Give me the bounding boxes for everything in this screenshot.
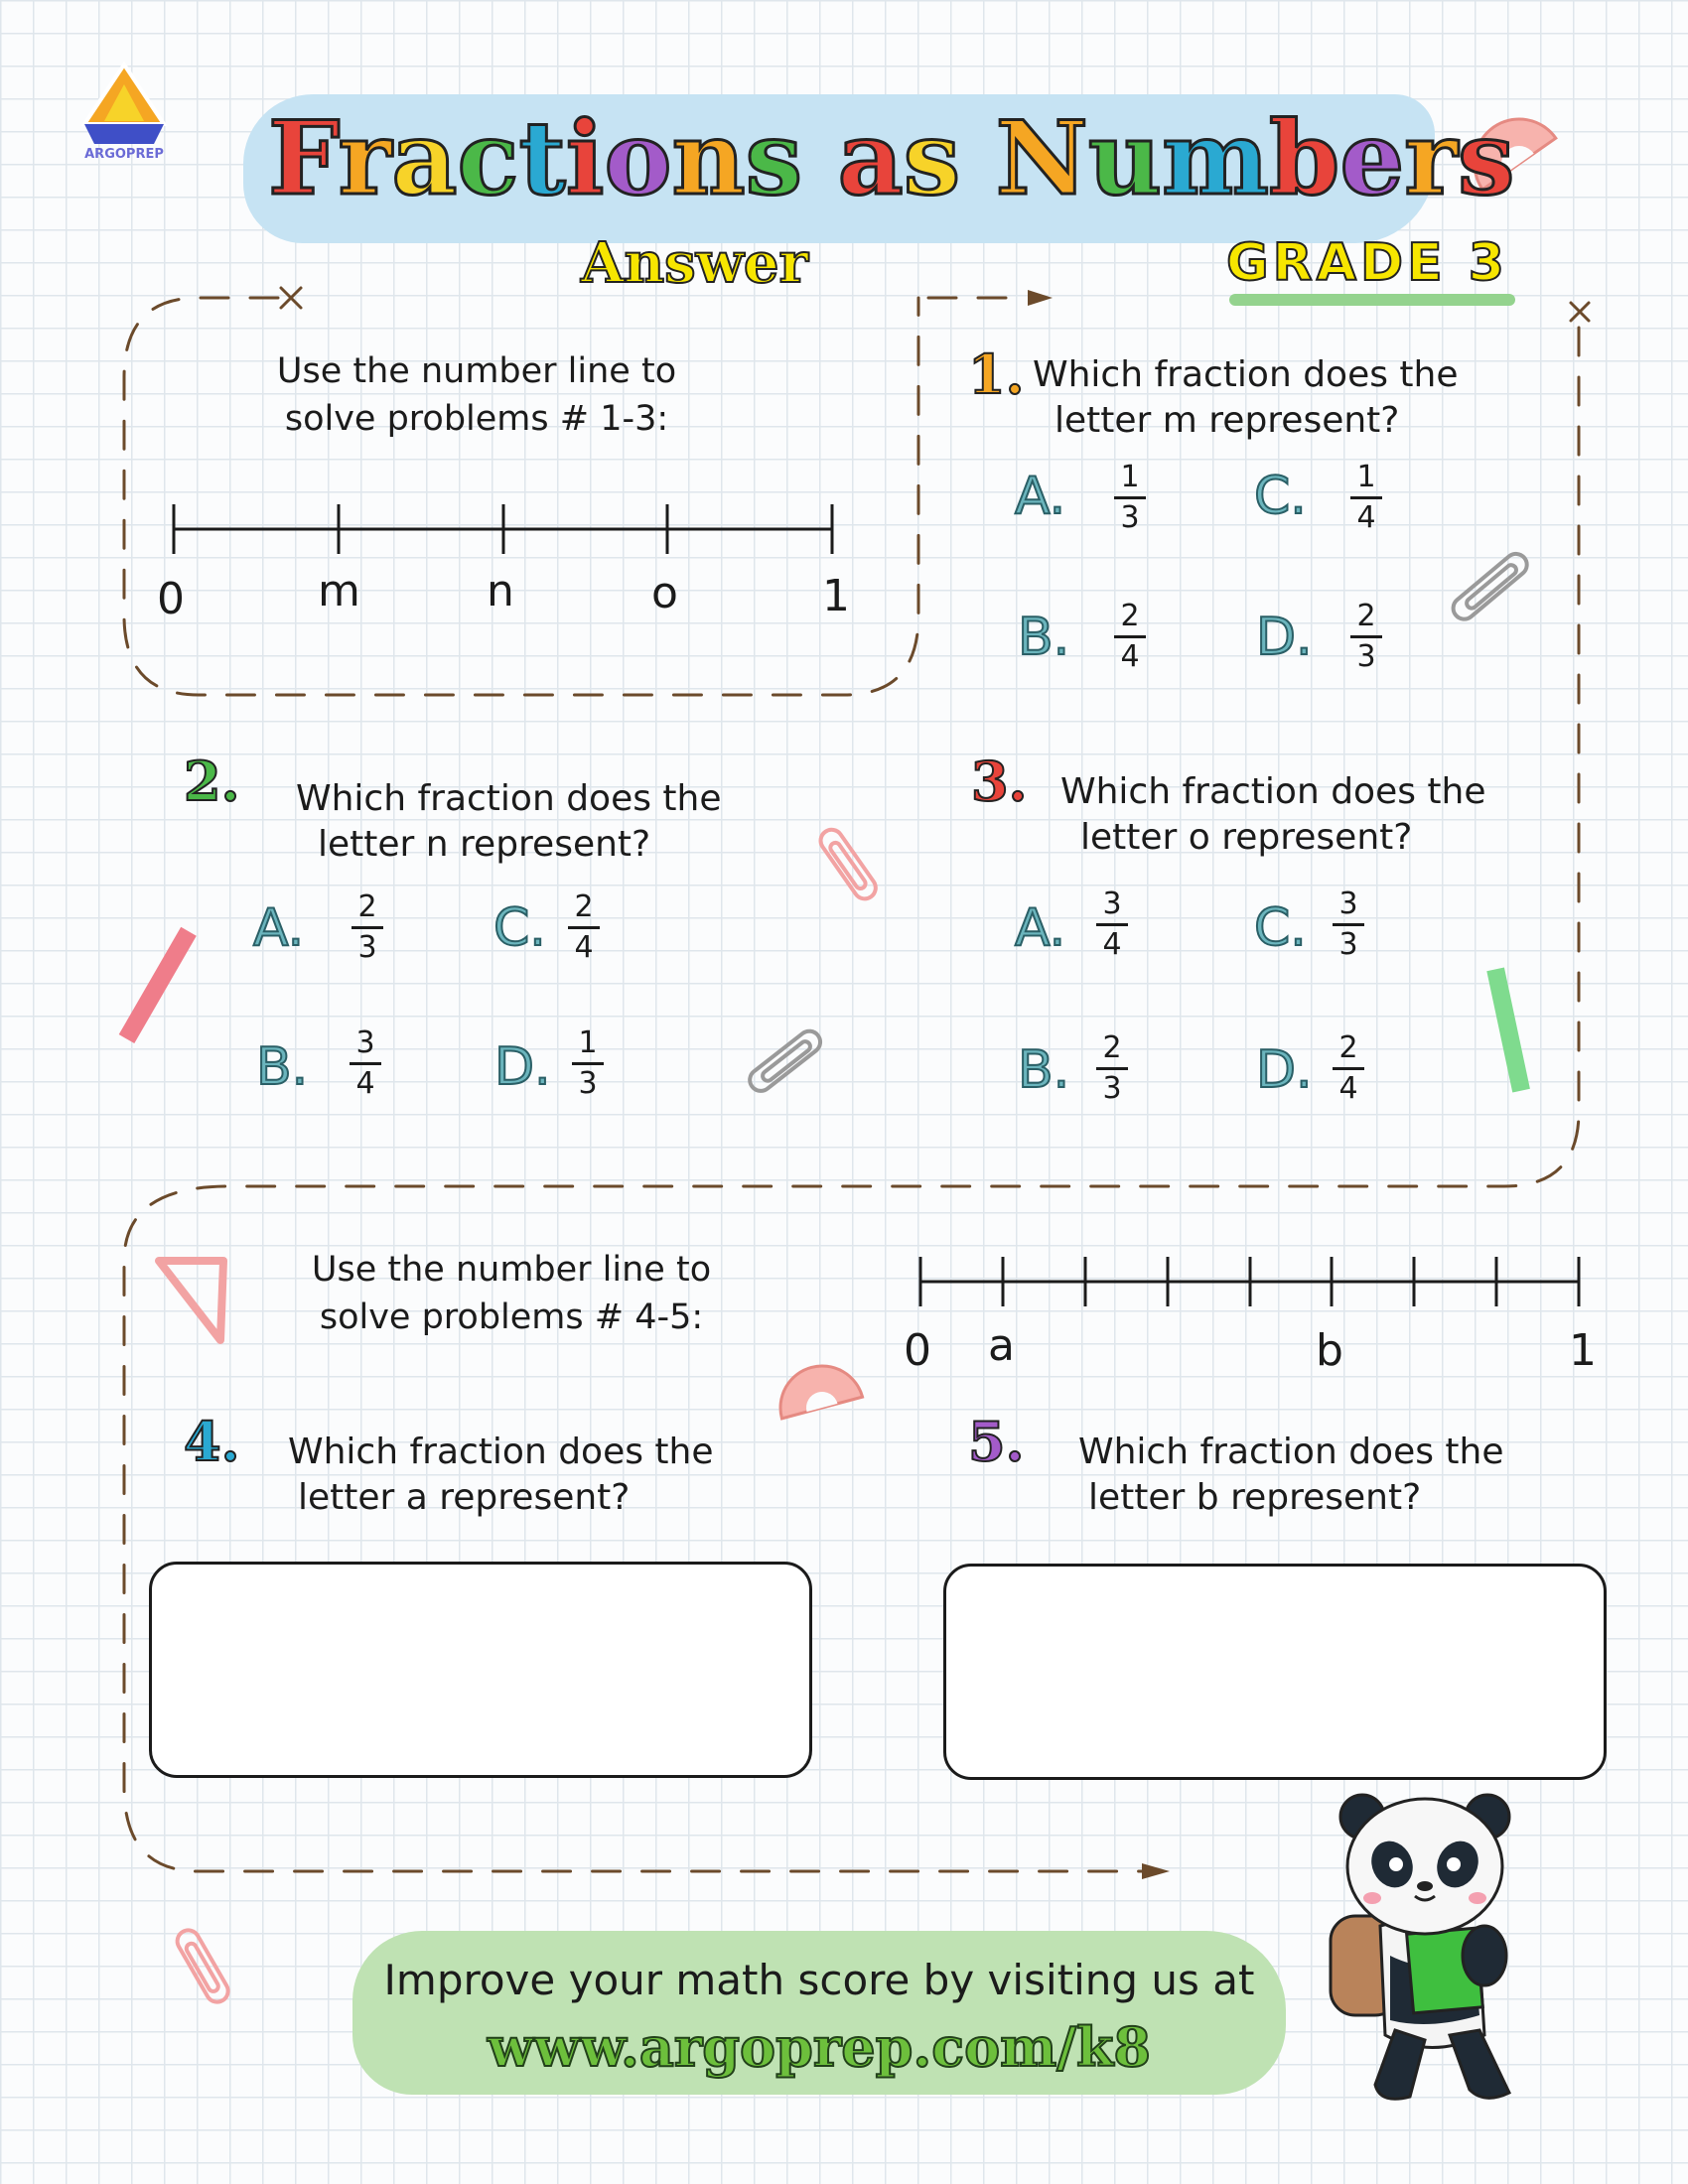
choice-letter[interactable]: B.	[256, 1037, 309, 1097]
choice-fraction[interactable]	[1346, 462, 1386, 534]
choice-letter[interactable]: C.	[1254, 467, 1307, 526]
choice-fraction[interactable]	[568, 1027, 608, 1100]
title-letter: u	[1087, 99, 1163, 218]
choice-fraction[interactable]	[346, 1027, 385, 1100]
choice-fraction[interactable]	[348, 891, 387, 964]
choice-fraction[interactable]	[564, 891, 604, 964]
question-line: Which fraction does the	[296, 778, 722, 819]
paperclip-icon	[816, 825, 880, 902]
choice-letter[interactable]: C.	[493, 898, 546, 958]
title-letter: s	[745, 99, 803, 218]
question-line: Which fraction does the	[288, 1432, 714, 1472]
title-letter: a	[391, 99, 458, 218]
section2-instructions	[243, 1246, 779, 1341]
numerator: 2	[1102, 1030, 1122, 1065]
choice-letter[interactable]: A.	[1015, 467, 1066, 526]
brand-name: ARGOPREP	[84, 147, 164, 162]
denominator: 3	[1102, 1071, 1122, 1106]
denominator: 4	[574, 930, 594, 965]
chalk-icon	[1486, 967, 1530, 1092]
triangle-ruler-icon	[159, 1261, 223, 1340]
title-letter: s	[1458, 99, 1515, 218]
question-line: letter m represent?	[1055, 400, 1400, 441]
numerator: 3	[1338, 887, 1358, 921]
chalk-icon	[119, 927, 197, 1043]
question-3-number: 3.	[971, 750, 1028, 813]
number-line-1	[159, 496, 854, 566]
number-line-label: 1	[822, 571, 850, 621]
title-letter: m	[1162, 99, 1270, 218]
paperclip-icon	[174, 1926, 232, 2005]
title-letter: s	[903, 99, 961, 218]
number-line-2	[904, 1251, 1599, 1320]
question-line: letter b represent?	[1088, 1477, 1422, 1518]
question-line: letter o represent?	[1080, 817, 1413, 858]
question-4-text	[288, 1430, 804, 1521]
number-line-label: b	[1316, 1325, 1343, 1376]
argoprep-logo-icon	[70, 60, 179, 154]
title-letter: N	[995, 99, 1088, 218]
denominator: 4	[1120, 639, 1140, 674]
choice-letter[interactable]: A.	[253, 898, 305, 958]
choice-fraction[interactable]	[1329, 1032, 1368, 1105]
choice-fraction[interactable]	[1092, 888, 1132, 961]
title-letter: i	[565, 99, 605, 218]
footer-text: Improve your math score by visiting us at	[383, 1956, 1255, 2004]
title-letter: e	[1339, 99, 1405, 218]
panda-mascot-icon	[1311, 1787, 1539, 2115]
numerator: 2	[357, 889, 377, 924]
denominator: 4	[1102, 927, 1122, 962]
denominator: 3	[1338, 927, 1358, 962]
choice-fraction[interactable]	[1329, 888, 1368, 961]
choice-letter[interactable]: B.	[1018, 1040, 1070, 1100]
title-letter: r	[1404, 99, 1458, 218]
choice-letter[interactable]: D.	[1256, 608, 1313, 667]
question-1-number: 1.	[968, 342, 1025, 406]
choice-letter[interactable]: D.	[1256, 1040, 1313, 1100]
argoprep-logo	[70, 60, 179, 179]
denominator: 4	[1338, 1071, 1358, 1106]
question-line: letter a represent?	[298, 1477, 631, 1518]
grade-underline	[1229, 294, 1515, 306]
title-letter	[802, 99, 838, 218]
question-5-text	[1078, 1430, 1595, 1521]
numerator: 2	[574, 889, 594, 924]
paperclip-icon	[1449, 549, 1531, 623]
choice-fraction[interactable]	[1092, 1032, 1132, 1105]
answer-label: Answer	[581, 230, 809, 296]
title-letter: F	[268, 99, 339, 218]
instruction-line: solve problems # 1-3:	[284, 399, 669, 439]
question-4-number: 4.	[184, 1410, 240, 1473]
number-line-label: m	[318, 566, 360, 616]
question-1-text	[1033, 352, 1549, 444]
numerator: 3	[355, 1025, 375, 1060]
numerator: 2	[1120, 599, 1140, 633]
question-line: Which fraction does the	[1078, 1432, 1504, 1472]
question-line: Which fraction does the	[1060, 771, 1486, 812]
title-letter: b	[1269, 99, 1340, 218]
denominator: 3	[357, 930, 377, 965]
title-letter: a	[837, 99, 904, 218]
denominator: 4	[1356, 500, 1376, 535]
denominator: 3	[1356, 639, 1376, 674]
page-title	[268, 99, 1515, 218]
title-letter: c	[457, 99, 519, 218]
choice-letter[interactable]: B.	[1018, 608, 1070, 667]
choice-fraction[interactable]	[1346, 601, 1386, 673]
number-line-label: 0	[157, 574, 185, 624]
paperclip-icon	[746, 1026, 825, 1095]
numerator: 3	[1102, 887, 1122, 921]
denominator: 3	[578, 1066, 598, 1101]
question-3-text	[1060, 769, 1577, 861]
number-line-label: 1	[1569, 1325, 1597, 1376]
answer-box-5[interactable]	[943, 1564, 1607, 1780]
section1-instructions	[199, 347, 755, 443]
instruction-line: Use the number line to	[276, 351, 677, 391]
question-line: Which fraction does the	[1033, 354, 1459, 395]
question-5-number: 5.	[968, 1410, 1025, 1473]
number-line-label: n	[487, 566, 514, 616]
answer-box-4[interactable]	[149, 1562, 812, 1778]
question-line: letter n represent?	[318, 824, 651, 865]
numerator: 2	[1356, 599, 1376, 633]
question-2-number: 2.	[184, 750, 240, 813]
number-line-label: o	[651, 568, 678, 618]
denominator: 3	[1120, 500, 1140, 535]
question-2-text	[296, 776, 812, 868]
title-letter: r	[338, 99, 392, 218]
choice-letter[interactable]: D.	[494, 1037, 551, 1097]
number-line-label: 0	[904, 1325, 931, 1376]
choice-fraction[interactable]	[1110, 601, 1150, 673]
choice-letter[interactable]: A.	[1015, 898, 1066, 958]
numerator: 1	[578, 1025, 598, 1060]
title-letter	[960, 99, 996, 218]
number-line-label: a	[988, 1320, 1015, 1371]
denominator: 4	[355, 1066, 375, 1101]
numerator: 1	[1356, 460, 1376, 494]
numerator: 2	[1338, 1030, 1358, 1065]
choice-fraction[interactable]	[1110, 462, 1150, 534]
instruction-line: solve problems # 4-5:	[319, 1297, 704, 1337]
footer-link[interactable]: www.argoprep.com/k8	[488, 2015, 1151, 2079]
numerator: 1	[1120, 460, 1140, 494]
choice-letter[interactable]: C.	[1254, 898, 1307, 958]
title-letter: o	[604, 99, 672, 218]
protractor-icon	[772, 1357, 863, 1419]
instruction-line: Use the number line to	[311, 1250, 712, 1290]
title-letter: t	[518, 99, 566, 218]
title-letter: n	[671, 99, 746, 218]
grade-label: GRADE 3	[1226, 233, 1508, 293]
